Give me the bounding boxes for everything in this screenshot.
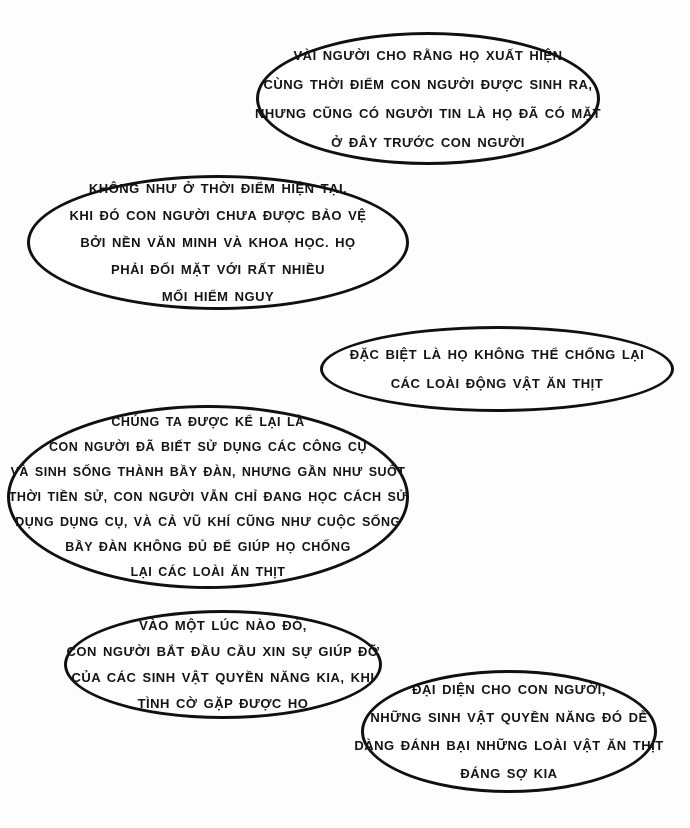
speech-bubble-upper-left <box>27 175 409 310</box>
bubble-text-line: CHÚNG TA ĐƯỢC KỂ LẠI LÀ <box>111 414 305 429</box>
bubble-text-line: CON NGƯỜI BẮT ĐẦU CẦU XIN SỰ GIÚP ĐỠ <box>66 643 380 659</box>
bubble-text-line: VÀ SINH SỐNG THÀNH BẦY ĐÀN, NHƯNG GẦN NHƯ SUỐT <box>10 464 406 479</box>
bubble-text-line: VÀO MỘT LÚC NÀO ĐÓ, <box>139 617 307 633</box>
bubble-text-line: MỐI HIỂM NGUY <box>161 289 275 304</box>
bubble-text-line: NHƯNG CŨNG CÓ NGƯỜI TIN LÀ HỌ ĐÃ CÓ MẶT <box>254 105 602 121</box>
speech-bubble-top-right <box>256 32 600 165</box>
speech-bubble-mid-right <box>320 326 674 412</box>
bubble-text-line: TÌNH CỜ GẶP ĐƯỢC HỌ <box>137 695 309 711</box>
bubble-text-line: ĐẠI DIỆN CHO CON NGƯỜI, <box>412 681 606 697</box>
speech-bubble-bottom-right <box>354 670 664 793</box>
bubble-text-line: CỦA CÁC SINH VẬT QUYỀN NĂNG KIA, KHI <box>71 669 375 685</box>
bubble-text-line: CON NGƯỜI ĐÃ BIẾT SỬ DỤNG CÁC CÔNG CỤ <box>49 439 367 454</box>
bubble-text-line: VÀI NGƯỜI CHO RẰNG HỌ XUẤT HIỆN <box>293 47 563 63</box>
bubble-text-line: KHÔNG NHƯ Ở THỜI ĐIỂM HIỆN TẠI, <box>88 181 348 196</box>
speech-bubble-mid-left <box>7 405 409 589</box>
bubble-text-line: KHI ĐÓ CON NGƯỜI CHƯA ĐƯỢC BẢO VỆ <box>69 208 367 223</box>
bubble-text-line: DỤNG DỤNG CỤ, VÀ CẢ VŨ KHÍ CŨNG NHƯ CUỘC SỐNG <box>15 514 401 529</box>
bubble-text-line: PHẢI ĐỐI MẶT VỚI RẤT NHIỀU <box>111 262 325 277</box>
bubble-text-line: CÁC LOÀI ĐỘNG VẬT ĂN THỊT <box>390 376 604 391</box>
bubble-text-line: Ở ĐÂY TRƯỚC CON NGƯỜI <box>331 134 525 150</box>
bubble-text-line: BỞI NỀN VĂN MINH VÀ KHOA HỌC. HỌ <box>80 235 356 250</box>
bubble-text-line: NHỮNG SINH VẬT QUYỀN NĂNG ĐÓ DỄ <box>370 709 648 725</box>
bubble-text-line: DÀNG ĐÁNH BẠI NHỮNG LOÀI VẬT ĂN THỊT <box>354 737 664 753</box>
bubble-text-line: CÙNG THỜI ĐIỂM CON NGƯỜI ĐƯỢC SINH RA, <box>263 76 593 92</box>
bubble-text-line: ĐÁNG SỢ KIA <box>460 765 558 781</box>
bubble-text-line: LẠI CÁC LOÀI ĂN THỊT <box>130 564 286 579</box>
bubble-text-line: BẦY ĐÀN KHÔNG ĐỦ ĐỂ GIÚP HỌ CHỐNG <box>65 539 351 554</box>
bubble-text-line: ĐẶC BIỆT LÀ HỌ KHÔNG THỂ CHỐNG LẠI <box>349 347 645 362</box>
speech-bubble-lower-left <box>64 610 382 719</box>
bubble-text-line: THỜI TIỀN SỬ, CON NGƯỜI VẪN CHỈ ĐANG HỌC CÁCH SỬ <box>8 489 408 504</box>
